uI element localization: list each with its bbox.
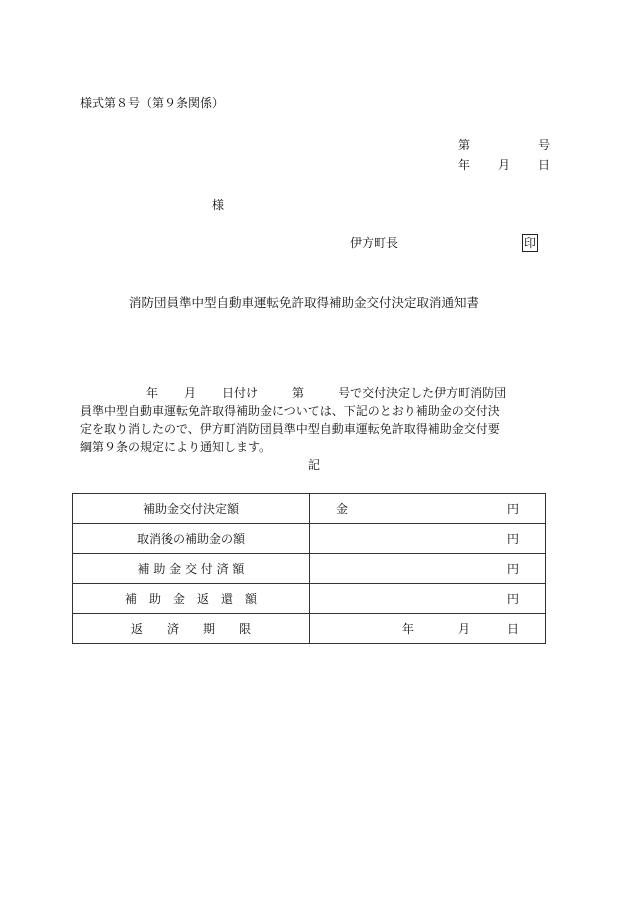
issue-date-year: 年 bbox=[458, 158, 471, 172]
body-month: 月 bbox=[184, 386, 197, 400]
table-row bbox=[73, 494, 546, 524]
body-line-1 bbox=[80, 384, 548, 402]
currency-prefix: 金 bbox=[336, 502, 349, 516]
seal-mark: 印 bbox=[524, 236, 537, 250]
deadline-month: 月 bbox=[458, 622, 471, 636]
body-day-attached: 日付け bbox=[222, 386, 259, 400]
document-number-prefix: 第 bbox=[458, 138, 471, 152]
record-heading: 記 bbox=[308, 458, 321, 472]
row-value bbox=[310, 554, 546, 584]
row-value bbox=[310, 584, 546, 614]
currency-unit: 円 bbox=[506, 502, 519, 516]
recipient-honorific: 様 bbox=[212, 198, 225, 212]
issue-date-month: 月 bbox=[498, 158, 511, 172]
issue-date-day: 日 bbox=[538, 158, 551, 172]
body-line-2: 員準中型自動車運転免許取得補助金については、下記のとおり補助金の交付決 bbox=[80, 404, 500, 418]
body-number-prefix: 第 bbox=[292, 386, 305, 400]
issuer-name: 伊方町長 bbox=[350, 236, 399, 250]
row-label: 補 助 金 返 還 額 bbox=[73, 584, 310, 614]
subsidy-table bbox=[72, 493, 546, 644]
currency-unit: 円 bbox=[506, 562, 519, 576]
body-year: 年 bbox=[146, 386, 159, 400]
currency-unit: 円 bbox=[506, 592, 519, 606]
table-row bbox=[73, 614, 546, 644]
deadline-year: 年 bbox=[402, 622, 415, 636]
table-row bbox=[73, 554, 546, 584]
deadline-day: 日 bbox=[506, 622, 519, 636]
currency-unit: 円 bbox=[506, 532, 519, 546]
row-value bbox=[310, 494, 546, 524]
body-line-4: 綱第９条の規定により通知します。 bbox=[80, 440, 272, 454]
form-number: 様式第８号（第９条関係） bbox=[80, 96, 225, 110]
row-value bbox=[310, 614, 546, 644]
body-line-1-rest: 号で交付決定した伊方町消防団 bbox=[338, 386, 507, 400]
row-value bbox=[310, 524, 546, 554]
document-number-suffix: 号 bbox=[538, 138, 551, 152]
table-row bbox=[73, 584, 546, 614]
body-line-3: 定を取り消したので、伊方町消防団員準中型自動車運転免許取得補助金交付要 bbox=[80, 422, 500, 436]
notice-body bbox=[80, 384, 548, 456]
row-label: 取消後の補助金の額 bbox=[73, 524, 310, 554]
table-row bbox=[73, 524, 546, 554]
row-label: 補 助 金 交 付 済 額 bbox=[73, 554, 310, 584]
row-label: 補助金交付決定額 bbox=[73, 494, 310, 524]
row-label: 返 済 期 限 bbox=[73, 614, 310, 644]
document-title: 消防団員準中型自動車運転免許取得補助金交付決定取消通知書 bbox=[129, 295, 480, 310]
